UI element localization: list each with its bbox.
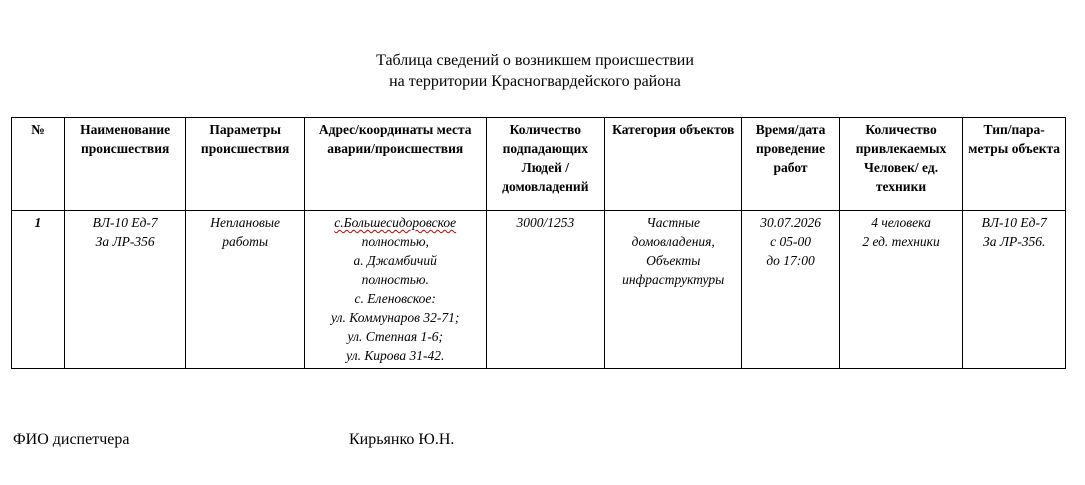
people-line: 4 человека — [871, 215, 931, 230]
cell-count: 3000/1253 — [486, 211, 604, 369]
cell-name — [64, 211, 186, 369]
cell-params: Неплановые работы — [186, 211, 304, 369]
incident-table — [11, 117, 1066, 369]
cell-address — [304, 211, 486, 369]
time-line: до 17:00 — [766, 253, 815, 268]
people-line: 2 ед. техники — [862, 234, 940, 249]
cell-people — [839, 211, 963, 369]
cell-num: 1 — [12, 211, 65, 369]
header-num: № — [12, 118, 65, 211]
header-type: Тип/пара-метры объекта — [963, 118, 1066, 211]
table-header-row — [12, 118, 1066, 211]
header-count: Количество подпадающих Людей / домовладений — [486, 118, 604, 211]
time-line: с 05-00 — [770, 234, 811, 249]
address-line: ул. Кирова 31-42. — [346, 348, 445, 363]
dispatcher-name: Кирьянко Ю.Н. — [349, 431, 455, 448]
header-time: Время/дата проведение работ — [742, 118, 839, 211]
address-line: полностью. — [361, 272, 429, 287]
cell-category: Частные домовладения, Объекты инфраструктуры — [605, 211, 742, 369]
type-line: ВЛ-10 Ед-7 — [981, 215, 1047, 230]
cell-name-line: ВЛ-10 Ед-7 — [92, 215, 158, 230]
address-line: ул. Коммунаров 32-71; — [331, 310, 460, 325]
cell-name-line: За ЛР-356 — [95, 234, 155, 249]
header-address: Адрес/координаты места аварии/происшествия — [304, 118, 486, 211]
header-people: Количество привлекаемых Человек/ ед. техники — [839, 118, 963, 211]
address-line: а. Джамбичий — [353, 253, 437, 268]
address-line: полностью, — [361, 234, 429, 249]
address-line: ул. Степная 1-6; — [347, 329, 443, 344]
dispatcher-label: ФИО диспетчера — [13, 431, 130, 448]
type-line: За ЛР-356. — [983, 234, 1046, 249]
header-category: Категория объектов — [605, 118, 742, 211]
title-line-1: Таблица сведений о возникшем происшествии — [376, 52, 694, 69]
document-title — [0, 50, 1070, 92]
cell-time — [742, 211, 839, 369]
address-line: с. Еленовское: — [354, 291, 436, 306]
header-params: Параметры происшествия — [186, 118, 304, 211]
cell-type — [963, 211, 1066, 369]
title-line-2: на территории Красногвардейского района — [389, 73, 681, 90]
header-name: Наименование происшествия — [64, 118, 186, 211]
table-row — [12, 211, 1066, 369]
time-line: 30.07.2026 — [760, 215, 821, 230]
address-line: с.Большесидоровское — [334, 215, 457, 230]
